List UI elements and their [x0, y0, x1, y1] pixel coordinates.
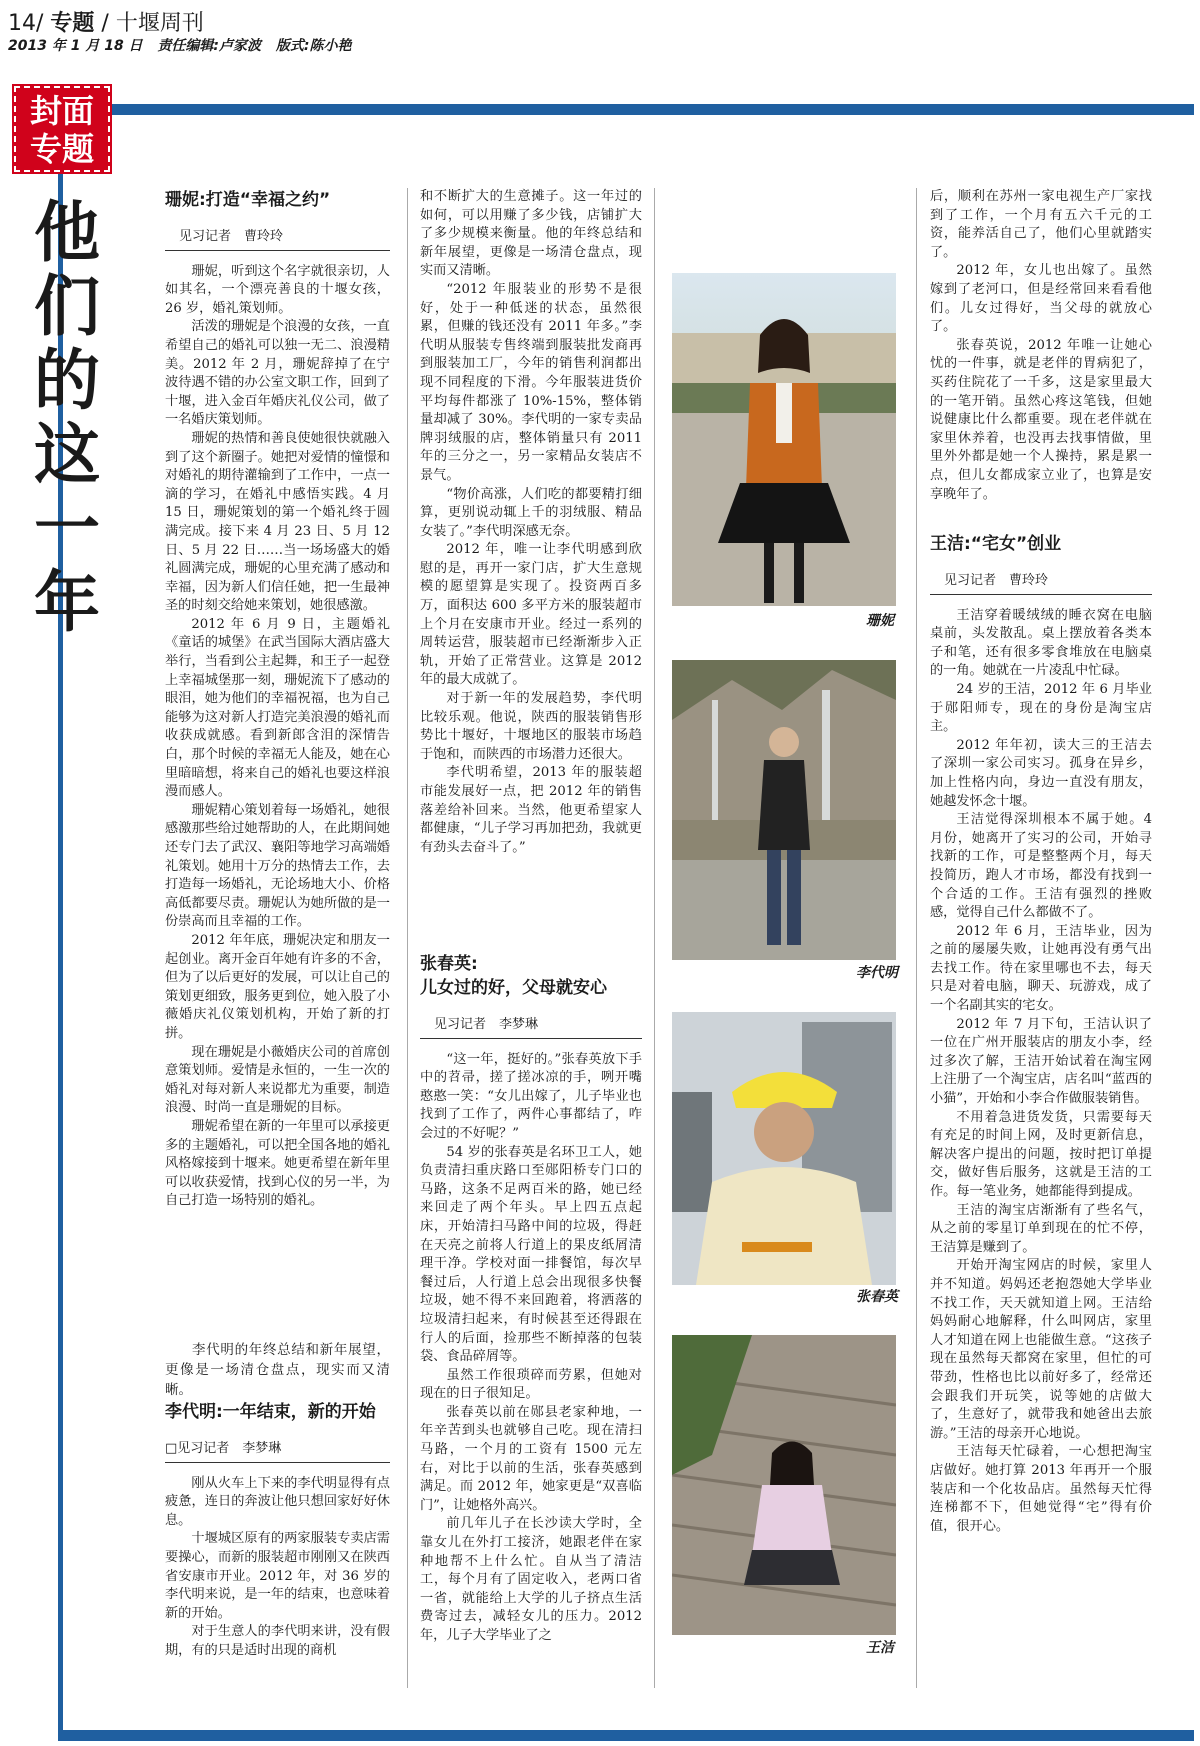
paragraph: 和不断扩大的生意摊子。这一年过的如何，可以用赚了多少钱，店铺扩大了多少规模来衡量。他的年终总结和新年展望，更像是一场清仓盘点，现实而又清晰。 [420, 189, 642, 279]
paragraph: 珊妮，听到这个名字就很亲切，人如其名，一个漂亮善良的十堰女孩，26 岁，婚礼策划师。 [165, 263, 390, 316]
frame-top-bar [112, 104, 1194, 115]
paragraph: 王洁觉得深圳根本不属于她。4 月份，她离开了实习的公司，开始寻找新的工作，可是整整两个月，每天投简历，跑人才市场，都没有找到一个合适的工作。王洁有强烈的挫败感，觉得自己什么都做不了。 [930, 812, 1152, 921]
paper-name: 十堰周刊 [115, 11, 204, 36]
column-4 [930, 188, 1152, 504]
badge-line-1: 封面 [29, 92, 94, 130]
story-byline: 见习记者 李梦琳 [420, 1010, 642, 1039]
column-1 [165, 188, 390, 1211]
photo-wangjie [672, 1335, 896, 1635]
story-lead: 李代明的年终总结和新年展望，更像是一场清仓盘点，现实而又清晰。 [165, 1342, 390, 1398]
paragraph: 王洁穿着暖绒绒的睡衣窝在电脑桌前，头发散乱。桌上摆放着各类本子和笔，还有很多零食堆放在电脑桌的一角。她就在一片凌乱中忙碌。 [930, 607, 1152, 679]
paragraph: 张春英说，2012 年唯一让她心忧的一件事，就是老伴的胃病犯了，买药住院花了一千多，这是家里最大的一笔开销。虽然心疼这笔钱，但她说健康比什么都重要。现在老伴就在家里休养着，也没再去找事情做，里里外外都是她一个人操持，累是累一点，但儿女都成家立业了，也算是安享晚年了。 [930, 337, 1152, 502]
column-2 [420, 188, 642, 857]
editor-credit: 责任编辑:卢家波 [157, 38, 262, 54]
page-meta [8, 35, 362, 55]
column-divider [654, 188, 655, 1688]
photo-caption-wangjie: 王洁 [866, 1640, 894, 1656]
paragraph: 张春英以前在郧县老家种地，一年辛苦到头也就够自己吃。现在清扫马路，一个月的工资有 1500 元左右，对比于以前的生活，张春英感到满足。而 2012 年，她家更是“双喜临门”，让她格外高兴。 [420, 1404, 642, 1513]
paragraph: 不用着急进货发货，只需要每天有充足的时间上网，及时更新信息，解决客户提出的问题，按时把订单提交，做好售后服务，这就是王洁的工作。每一笔业务，她都能得到提成。 [930, 1109, 1152, 1199]
paragraph: 珊妮精心策划着每一场婚礼，她很感激那些给过她帮助的人，在此期间她还专门去了武汉、襄阳等地学习高端婚礼策划。她用十万分的热情去工作，去打造每一场婚礼，无论场地大小、价格高低都要尽责。珊妮认为她所做的是一份崇高而且幸福的工作。 [165, 802, 390, 930]
photo-caption-shanni: 珊妮 [866, 613, 894, 629]
section-name: 专题 [50, 11, 95, 36]
badge-line-2: 专题 [29, 130, 94, 168]
cover-topic-badge [14, 86, 110, 172]
paragraph: “这一年，挺好的。”张春英放下手中的苕帚，搓了搓冰凉的手，咧开嘴憨憨一笑：“女儿出嫁了，儿子毕业也找到了工作了，两件心事都结了，咋会过的不好呢？” [420, 1051, 642, 1141]
paragraph: 2012 年年初，读大三的王洁去了深圳一家公司实习。孤身在异乡，加上性格内向，身边一直没有朋友，她越发怀念十堰。 [930, 737, 1152, 809]
paragraph: “物价高涨，人们吃的都要精打细算，更别说动辄上千的羽绒服、精品女装了。”李代明深感无奈。 [420, 486, 642, 539]
paragraph: 十堰城区原有的两家服装专卖店需要操心，而新的服装超市刚刚又在陕西省安康市开业。2012 年，对 36 岁的李代明来说，是一年的结束，也意味着新的开始。 [165, 1531, 390, 1621]
story-byline: □ 见习记者 李梦琳 [165, 1434, 390, 1463]
paragraph: 珊妮希望在新的一年里可以承接更多的主题婚礼，可以把全国各地的婚礼风格嫁接到十堰来。她更希望在新年里可以收获爱情，找到心仪的另一半，为自己打造一场特别的婚礼。 [165, 1118, 390, 1209]
paragraph: 2012 年 7 月下旬，王洁认识了一位在广州开服装店的朋友小李，经过多次了解，王洁开始试着在淘宝网上注册了一个淘宝店，店名叫“蓝西的小猫”，开始和小李合作做服装销售。 [930, 1016, 1152, 1107]
paragraph: 2012 年，女儿也出嫁了。虽然嫁到了老河口，但是经常回来看看他们。儿女过得好，当父母的就放心了。 [930, 263, 1152, 335]
column-divider [407, 188, 408, 1688]
title-char: 年 [34, 563, 100, 641]
photo-zhangchunying [672, 1012, 896, 1285]
page-header [8, 6, 204, 37]
paragraph: 前几年儿子在长沙读大学时，全靠女儿在外打工接济，她跟老伴在家种地帮不上什么忙。自从当了清洁工，每个月有了固定收入，老两口省一省，就能给上大学的儿子挤点生活费寄过去，减轻女儿的压力。2012 年，儿子大学毕业了之 [420, 1516, 642, 1643]
paragraph: 2012 年 6 月，王洁毕业，因为之前的屡屡失败，让她再没有勇气出去找工作。待在家里哪也不去，每天只是对着电脑，聊天、玩游戏，成了一个名副其实的宅女。 [930, 923, 1152, 1014]
photo-caption-lidaiming: 李代明 [856, 965, 898, 981]
title-line: 儿女过的好，父母就安心 [420, 978, 607, 998]
story-title-lidaiming: 李代明:一年结束，新的开始 [165, 1402, 376, 1422]
column-divider [916, 188, 917, 1688]
paragraph: 2012 年，唯一让李代明感到欣慰的是，再开一家门店，扩大生意规模的愿望算是实现了。投资两百多万，面积达 600 多平方米的服装超市上个月在安康市开业。经过一系列的周转运营，服装超市已经渐渐步入正轨，开始了正常营业。这算是 2012 年的最大成就了。 [420, 542, 642, 688]
title-char: 这 [34, 415, 100, 493]
paragraph: 2012 年 6 月 9 日，主题婚礼《童话的城堡》在武当国际大酒店盛大举行，当看到公主起舞，和王子一起登上幸福城堡那一刻，珊妮流下了感动的眼泪，她为他们的幸福祝福，也为自己能够为这对新人打造完美浪漫的婚礼而收获成就感。看到新郎含泪的深情告白，那个时候的幸福无人能及，她在心里暗暗想，将来自己的婚礼也要这样浪漫而感人。 [165, 616, 390, 800]
paragraph: “2012 年服装业的形势不是很好，处于一种低迷的状态，虽然很累，但赚的钱还没有 2011 年多。”李代明从服装专售终端到服装批发商再到服装加工厂，今年的销售利润都出现不同程度的下滑。今年服装进货价平均每件都涨了 10%-15%，整体销量却减了 30%。李代明的一家专卖品牌羽绒服的店，整体销量只有 2011 年的三分之一，另一家精品女装店不景气。 [420, 281, 642, 483]
paragraph: 珊妮的热情和善良使她很快就融入到了这个新圈子。她把对爱情的憧憬和对婚礼的期待灌输到了工作中，一点一滴的学习，在婚礼中感悟实践。4 月 15 日，珊妮策划的第一个婚礼终于圆满完成。接下来 4 月 23 日、5 月 12 日、5 月 22 日……当一场场盛大的婚礼圆满完成，珊妮的心里充满了感动和幸福，因为新人们信任她，把一生最神圣的时刻交给她来策划，她很感激。 [165, 430, 390, 614]
paragraph: 王洁的淘宝店渐渐有了些名气，从之前的零星订单到现在的忙不停，王洁算是赚到了。 [930, 1202, 1152, 1255]
paragraph: 王洁每天忙碌着，一心想把淘宝店做好。她打算 2013 年再开一个服装店和一个化妆品店。虽然每天忙得连梯都不下，但她觉得“宅”得有价值，很开心。 [930, 1444, 1152, 1534]
story-title-wangjie: 王洁:“宅女”创业 [930, 534, 1062, 554]
story-byline: 见习记者 曹玲玲 [165, 222, 390, 251]
paragraph: 2012 年年底，珊妮决定和朋友一起创业。离开金百年她有许多的不舍，但为了以后更好的发展，可以让自己的策划更细致，服务更到位，她入股了小薇婚庆礼仪策划机构，开始了新的打拼。 [165, 932, 390, 1041]
story-title-shanni: 珊妮:打造“幸福之约” [165, 190, 331, 210]
paragraph: 现在珊妮是小薇婚庆公司的首席创意策划师。爱情是永恒的，一生一次的婚礼对每对新人来说都尤为重要，制造浪漫、时尚一直是珊妮的目标。 [165, 1044, 390, 1116]
paragraph: 李代明希望，2013 年的服装超市能发展好一点，把 2012 年的销售落差给补回来。当然，他更希望家人都健康，“儿子学习再加把劲，我就更有劲头去奋斗了。” [420, 765, 642, 855]
story-title-zhangchunying [420, 952, 642, 1000]
photo-lidaiming [672, 660, 896, 960]
paragraph: 对于生意人的李代明来讲，没有假期，有的只是适时出现的商机 [165, 1624, 390, 1658]
column-2-lower [420, 952, 642, 1646]
story-byline: 见习记者 曹玲玲 [930, 566, 1152, 595]
issue-date: 2013 年 1 月 18 日 [8, 38, 143, 54]
title-char: 他 [34, 193, 100, 271]
title-char: 的 [34, 341, 100, 419]
title-line: 张春英: [420, 954, 478, 974]
column-1-lower [165, 1340, 390, 1661]
paragraph: 刚从火车上下来的李代明显得有点疲惫，连日的奔波让他只想回家好好休息。 [165, 1475, 390, 1528]
photo-shanni [672, 273, 896, 606]
paragraph: 虽然工作很琐碎而劳累，但她对现在的日子很知足。 [420, 1367, 642, 1402]
paragraph: 对于新一年的发展趋势，李代明比较乐观。他说，陕西的服装销售形势比十堰好，十堰地区的服装市场趋于饱和，而陕西的市场潜力还很大。 [420, 691, 642, 762]
photo-caption-zhangchunying: 张春英 [856, 1289, 898, 1305]
title-char: 一 [34, 489, 100, 567]
main-title [32, 195, 102, 639]
page-number: 14/ [8, 11, 44, 36]
paragraph: 54 岁的张春英是名环卫工人，她负责清扫重庆路口至郧阳桥专门口的马路，这条不足两百米的路，她已经来回走了两个年头。早上四五点起床，开始清扫马路中间的垃圾，得赶在天亮之前将人行道上的果皮纸屑清理干净。学校对面一排餐馆，每次早餐过后，人行道上总会出现很多快餐垃圾，她不得不来回跑着，将洒落的垃圾清扫起来，有时候甚至还得跟在行人的后面，捡那些不断掉落的包装袋、食品碎屑等。 [420, 1144, 642, 1365]
title-char: 们 [34, 267, 100, 345]
frame-bottom-bar [58, 1730, 1194, 1741]
paragraph: 活泼的珊妮是个浪漫的女孩，一直希望自己的婚礼可以独一无二、浪漫精美。2012 年 2 月，珊妮辞掉了在宁波待遇不错的办公室文职工作，回到了十堰，进入金百年婚庆礼仪公司，做了一名婚庆策划师。 [165, 319, 390, 428]
column-4-lower [930, 532, 1152, 1536]
paragraph: 24 岁的王洁，2012 年 6 月毕业于郧阳师专，现在的身份是淘宝店主。 [930, 681, 1152, 735]
paragraph: 开始开淘宝网店的时候，家里人并不知道。妈妈还老抱怨她大学毕业不找工作，天天就知道上网。王洁给妈妈耐心地解释，什么叫网店，家里人才知道在网上也能做生意。“这孩子现在虽然每天都窝在家里，但忙的可带劲，性格也比以前好多了，经常还会跟我们开玩笑，说等她的店做大了，生意好了，就带我和她爸出去旅游。”王洁的母亲开心地说。 [930, 1258, 1152, 1441]
layout-credit: 版式:陈小艳 [275, 38, 352, 54]
paragraph: 后，顺利在苏州一家电视生产厂家找到了工作，一个月有五六千元的工资，能养活自己了，他们心里就踏实了。 [930, 189, 1152, 260]
header-separator: / [101, 11, 109, 36]
